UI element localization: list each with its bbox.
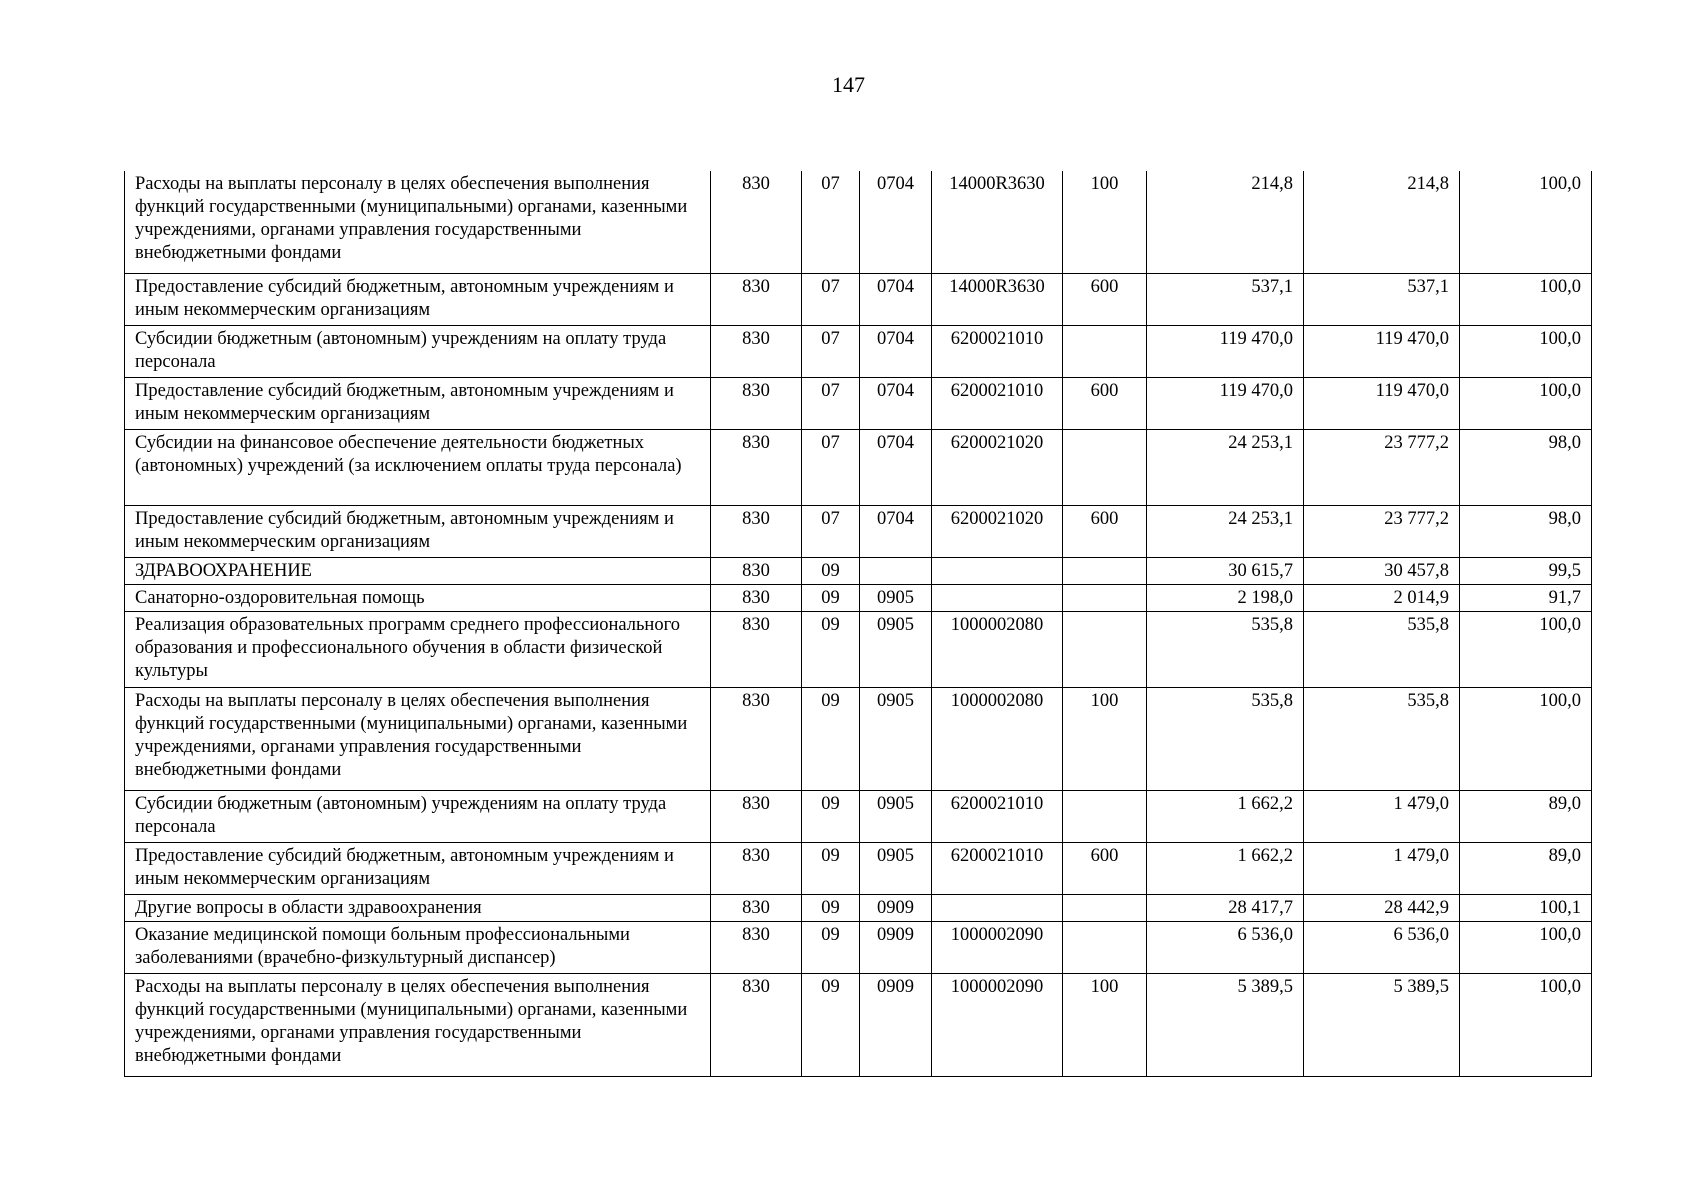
cell-target-code: 1000002090 bbox=[932, 922, 1063, 974]
cell-expense-type bbox=[1063, 558, 1147, 585]
cell-section: 07 bbox=[802, 430, 860, 506]
cell-fact-amount: 2 014,9 bbox=[1304, 585, 1460, 612]
table-row bbox=[125, 974, 1592, 1077]
cell-target-code: 6200021020 bbox=[932, 506, 1063, 558]
cell-subsection: 0704 bbox=[860, 506, 932, 558]
cell-target-code: 6200021020 bbox=[932, 430, 1063, 506]
table-row bbox=[125, 558, 1592, 585]
cell-plan-amount: 28 417,7 bbox=[1147, 895, 1304, 922]
cell-subsection: 0905 bbox=[860, 585, 932, 612]
cell-fact-amount: 1 479,0 bbox=[1304, 843, 1460, 895]
cell-percent: 89,0 bbox=[1460, 843, 1592, 895]
cell-percent: 100,0 bbox=[1460, 326, 1592, 378]
cell-subsection: 0905 bbox=[860, 843, 932, 895]
cell-percent: 98,0 bbox=[1460, 506, 1592, 558]
cell-admin-code: 830 bbox=[711, 974, 802, 1077]
cell-fact-amount: 119 470,0 bbox=[1304, 326, 1460, 378]
cell-name: Субсидии на финансовое обеспечение деятельности бюджетных (автономных) учреждений (за исключением оплаты труда персонала) bbox=[125, 430, 711, 506]
cell-plan-amount: 535,8 bbox=[1147, 612, 1304, 688]
cell-admin-code: 830 bbox=[711, 612, 802, 688]
cell-name: Расходы на выплаты персоналу в целях обеспечения выполнения функций государственными (муниципальными) органами, казенными учреждениями, органами управления государственными внебюджетными фондами bbox=[125, 171, 711, 274]
cell-percent: 100,0 bbox=[1460, 974, 1592, 1077]
cell-target-code: 6200021010 bbox=[932, 791, 1063, 843]
cell-expense-type: 600 bbox=[1063, 506, 1147, 558]
table-row bbox=[125, 895, 1592, 922]
cell-section: 07 bbox=[802, 506, 860, 558]
cell-expense-type bbox=[1063, 922, 1147, 974]
cell-section: 09 bbox=[802, 585, 860, 612]
cell-plan-amount: 119 470,0 bbox=[1147, 326, 1304, 378]
cell-expense-type: 100 bbox=[1063, 974, 1147, 1077]
table-body bbox=[125, 171, 1592, 1077]
cell-section: 09 bbox=[802, 791, 860, 843]
cell-plan-amount: 119 470,0 bbox=[1147, 378, 1304, 430]
table-row bbox=[125, 922, 1592, 974]
cell-name: Оказание медицинской помощи больным профессиональными заболеваниями (врачебно-физкультурный диспансер) bbox=[125, 922, 711, 974]
cell-target-code: 14000R3630 bbox=[932, 274, 1063, 326]
cell-percent: 89,0 bbox=[1460, 791, 1592, 843]
cell-subsection: 0909 bbox=[860, 922, 932, 974]
cell-subsection: 0909 bbox=[860, 974, 932, 1077]
cell-plan-amount: 537,1 bbox=[1147, 274, 1304, 326]
cell-admin-code: 830 bbox=[711, 843, 802, 895]
cell-plan-amount: 24 253,1 bbox=[1147, 430, 1304, 506]
cell-percent: 100,0 bbox=[1460, 274, 1592, 326]
cell-admin-code: 830 bbox=[711, 506, 802, 558]
cell-fact-amount: 537,1 bbox=[1304, 274, 1460, 326]
cell-target-code bbox=[932, 585, 1063, 612]
cell-percent: 100,1 bbox=[1460, 895, 1592, 922]
cell-subsection: 0704 bbox=[860, 274, 932, 326]
cell-section: 09 bbox=[802, 612, 860, 688]
cell-fact-amount: 535,8 bbox=[1304, 688, 1460, 791]
cell-expense-type: 600 bbox=[1063, 378, 1147, 430]
cell-percent: 100,0 bbox=[1460, 612, 1592, 688]
table-row bbox=[125, 171, 1592, 274]
cell-name: Другие вопросы в области здравоохранения bbox=[125, 895, 711, 922]
cell-name: ЗДРАВООХРАНЕНИЕ bbox=[125, 558, 711, 585]
table-row bbox=[125, 326, 1592, 378]
cell-expense-type bbox=[1063, 895, 1147, 922]
cell-name: Субсидии бюджетным (автономным) учреждениям на оплату труда персонала bbox=[125, 326, 711, 378]
cell-section: 07 bbox=[802, 378, 860, 430]
cell-fact-amount: 6 536,0 bbox=[1304, 922, 1460, 974]
cell-name: Предоставление субсидий бюджетным, автономным учреждениям и иным некоммерческим организациям bbox=[125, 378, 711, 430]
cell-name: Санаторно-оздоровительная помощь bbox=[125, 585, 711, 612]
cell-target-code: 6200021010 bbox=[932, 326, 1063, 378]
cell-plan-amount: 30 615,7 bbox=[1147, 558, 1304, 585]
cell-fact-amount: 23 777,2 bbox=[1304, 430, 1460, 506]
cell-target-code: 1000002080 bbox=[932, 688, 1063, 791]
page-number: 147 bbox=[832, 72, 865, 97]
cell-fact-amount: 1 479,0 bbox=[1304, 791, 1460, 843]
cell-subsection: 0704 bbox=[860, 378, 932, 430]
cell-subsection: 0704 bbox=[860, 171, 932, 274]
table-row bbox=[125, 430, 1592, 506]
cell-subsection: 0905 bbox=[860, 612, 932, 688]
cell-plan-amount: 24 253,1 bbox=[1147, 506, 1304, 558]
cell-percent: 98,0 bbox=[1460, 430, 1592, 506]
cell-section: 09 bbox=[802, 895, 860, 922]
cell-expense-type: 600 bbox=[1063, 843, 1147, 895]
cell-fact-amount: 5 389,5 bbox=[1304, 974, 1460, 1077]
cell-admin-code: 830 bbox=[711, 326, 802, 378]
cell-target-code: 1000002080 bbox=[932, 612, 1063, 688]
cell-admin-code: 830 bbox=[711, 922, 802, 974]
cell-plan-amount: 535,8 bbox=[1147, 688, 1304, 791]
cell-subsection: 0909 bbox=[860, 895, 932, 922]
cell-admin-code: 830 bbox=[711, 585, 802, 612]
cell-target-code: 14000R3630 bbox=[932, 171, 1063, 274]
cell-plan-amount: 1 662,2 bbox=[1147, 843, 1304, 895]
cell-expense-type: 100 bbox=[1063, 688, 1147, 791]
cell-admin-code: 830 bbox=[711, 274, 802, 326]
cell-section: 09 bbox=[802, 688, 860, 791]
cell-percent: 91,7 bbox=[1460, 585, 1592, 612]
table-row bbox=[125, 843, 1592, 895]
cell-name: Предоставление субсидий бюджетным, автономным учреждениям и иным некоммерческим организациям bbox=[125, 274, 711, 326]
cell-percent: 100,0 bbox=[1460, 688, 1592, 791]
cell-section: 07 bbox=[802, 326, 860, 378]
cell-expense-type bbox=[1063, 791, 1147, 843]
table-row bbox=[125, 585, 1592, 612]
table-row bbox=[125, 791, 1592, 843]
cell-target-code: 6200021010 bbox=[932, 843, 1063, 895]
cell-target-code bbox=[932, 895, 1063, 922]
cell-subsection bbox=[860, 558, 932, 585]
cell-admin-code: 830 bbox=[711, 895, 802, 922]
table-row bbox=[125, 274, 1592, 326]
cell-target-code: 1000002090 bbox=[932, 974, 1063, 1077]
cell-subsection: 0905 bbox=[860, 791, 932, 843]
cell-name: Предоставление субсидий бюджетным, автономным учреждениям и иным некоммерческим организациям bbox=[125, 843, 711, 895]
cell-fact-amount: 214,8 bbox=[1304, 171, 1460, 274]
table-row bbox=[125, 378, 1592, 430]
cell-percent: 100,0 bbox=[1460, 171, 1592, 274]
cell-admin-code: 830 bbox=[711, 430, 802, 506]
cell-subsection: 0704 bbox=[860, 430, 932, 506]
cell-expense-type bbox=[1063, 585, 1147, 612]
cell-admin-code: 830 bbox=[711, 791, 802, 843]
cell-name: Расходы на выплаты персоналу в целях обеспечения выполнения функций государственными (муниципальными) органами, казенными учреждениями, органами управления государственными внебюджетными фондами bbox=[125, 974, 711, 1077]
cell-plan-amount: 2 198,0 bbox=[1147, 585, 1304, 612]
cell-fact-amount: 30 457,8 bbox=[1304, 558, 1460, 585]
cell-name: Предоставление субсидий бюджетным, автономным учреждениям и иным некоммерческим организациям bbox=[125, 506, 711, 558]
cell-name: Субсидии бюджетным (автономным) учреждениям на оплату труда персонала bbox=[125, 791, 711, 843]
cell-section: 07 bbox=[802, 274, 860, 326]
cell-expense-type bbox=[1063, 430, 1147, 506]
table-row bbox=[125, 688, 1592, 791]
cell-percent: 100,0 bbox=[1460, 378, 1592, 430]
cell-expense-type: 600 bbox=[1063, 274, 1147, 326]
cell-fact-amount: 535,8 bbox=[1304, 612, 1460, 688]
cell-plan-amount: 214,8 bbox=[1147, 171, 1304, 274]
cell-section: 09 bbox=[802, 974, 860, 1077]
table-row bbox=[125, 506, 1592, 558]
cell-admin-code: 830 bbox=[711, 558, 802, 585]
cell-section: 09 bbox=[802, 558, 860, 585]
cell-section: 09 bbox=[802, 843, 860, 895]
cell-admin-code: 830 bbox=[711, 378, 802, 430]
table-row bbox=[125, 612, 1592, 688]
cell-plan-amount: 5 389,5 bbox=[1147, 974, 1304, 1077]
cell-admin-code: 830 bbox=[711, 688, 802, 791]
cell-subsection: 0704 bbox=[860, 326, 932, 378]
cell-target-code bbox=[932, 558, 1063, 585]
cell-fact-amount: 23 777,2 bbox=[1304, 506, 1460, 558]
cell-target-code: 6200021010 bbox=[932, 378, 1063, 430]
cell-percent: 99,5 bbox=[1460, 558, 1592, 585]
cell-name: Реализация образовательных программ среднего профессионального образования и профессионального обучения в области физической культуры bbox=[125, 612, 711, 688]
cell-expense-type bbox=[1063, 612, 1147, 688]
budget-table bbox=[124, 171, 1592, 1077]
cell-name: Расходы на выплаты персоналу в целях обеспечения выполнения функций государственными (муниципальными) органами, казенными учреждениями, органами управления государственными внебюджетными фондами bbox=[125, 688, 711, 791]
cell-expense-type bbox=[1063, 326, 1147, 378]
cell-admin-code: 830 bbox=[711, 171, 802, 274]
cell-plan-amount: 6 536,0 bbox=[1147, 922, 1304, 974]
cell-fact-amount: 28 442,9 bbox=[1304, 895, 1460, 922]
cell-section: 07 bbox=[802, 171, 860, 274]
cell-fact-amount: 119 470,0 bbox=[1304, 378, 1460, 430]
cell-subsection: 0905 bbox=[860, 688, 932, 791]
cell-plan-amount: 1 662,2 bbox=[1147, 791, 1304, 843]
cell-percent: 100,0 bbox=[1460, 922, 1592, 974]
cell-expense-type: 100 bbox=[1063, 171, 1147, 274]
cell-section: 09 bbox=[802, 922, 860, 974]
